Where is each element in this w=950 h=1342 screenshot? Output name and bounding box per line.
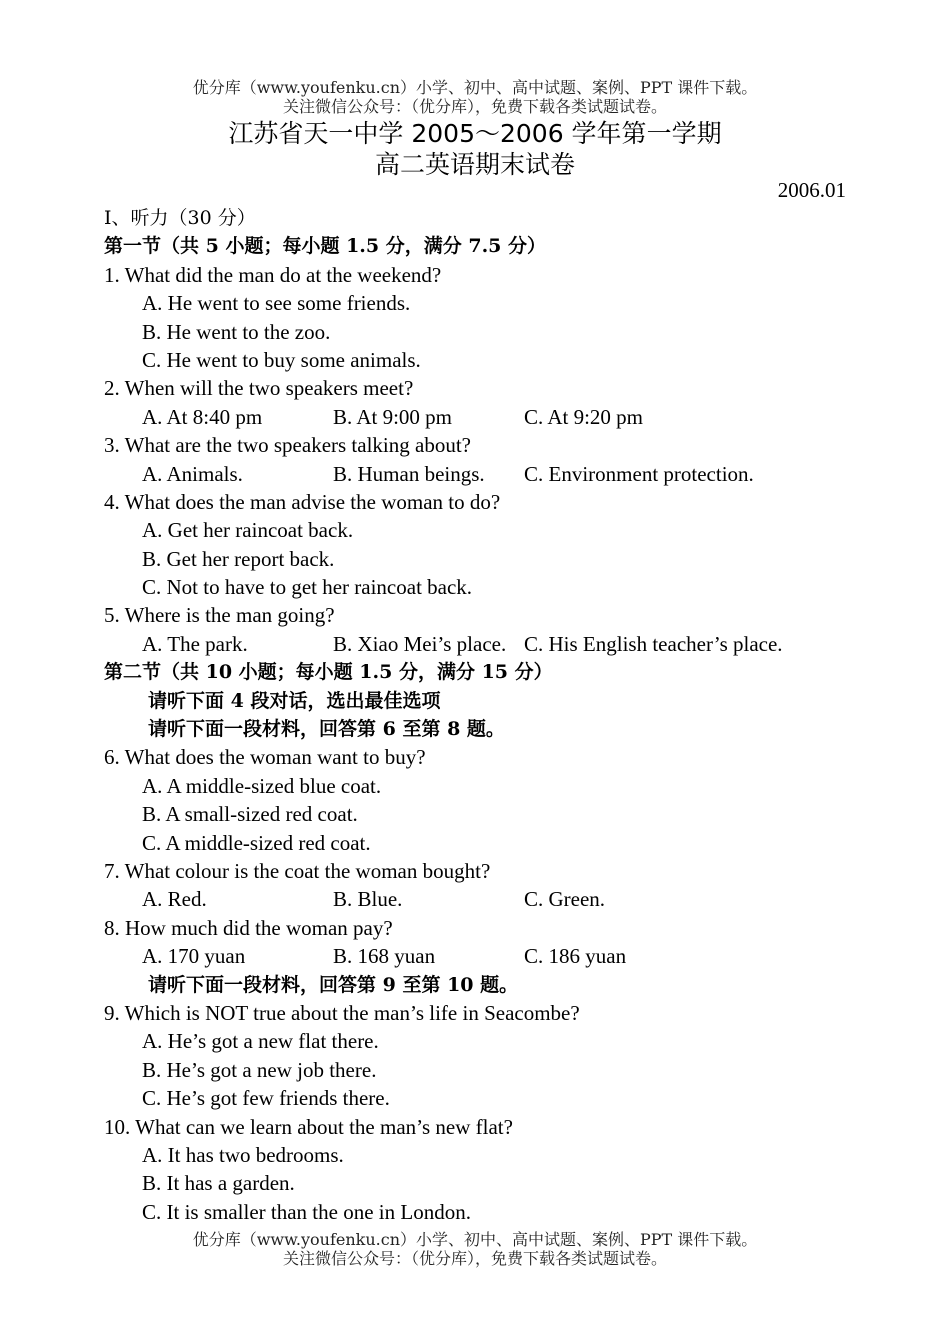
option: A. Red. bbox=[142, 887, 207, 912]
option: A. Animals. bbox=[142, 461, 243, 486]
option: B. It has a garden. bbox=[142, 1171, 295, 1196]
option-row bbox=[104, 942, 864, 970]
option-row bbox=[104, 403, 864, 431]
option: B. Xiao Mei’s place. bbox=[333, 631, 507, 656]
question: 4. What does the man advise the woman to do? bbox=[104, 489, 501, 514]
option: C. It is smaller than the one in London. bbox=[142, 1199, 471, 1224]
question: 10. What can we learn about the man’s new flat? bbox=[104, 1114, 513, 1139]
footer-banner bbox=[0, 1230, 950, 1268]
option: C. Not to have to get her raincoat back. bbox=[142, 575, 473, 600]
option: C. He went to buy some animals. bbox=[142, 347, 421, 372]
option: C. At 9:20 pm bbox=[524, 404, 644, 429]
banner-line-2: 关注微信公众号：（优分库），免费下载各类试题试卷。 bbox=[282, 1249, 667, 1268]
question: 8. How much did the woman pay? bbox=[104, 915, 393, 940]
option: C. A middle-sized red coat. bbox=[142, 830, 371, 855]
option: B. A small-sized red coat. bbox=[142, 802, 358, 827]
header-banner bbox=[0, 78, 950, 116]
option-row bbox=[104, 460, 864, 488]
exam-title: 江苏省天一中学 2005～2006 学年第一学期 bbox=[228, 119, 722, 148]
exam-subtitle: 高二英语期末试卷 bbox=[374, 150, 575, 179]
banner-line-1: 优分库（www.youfenku.cn）小学、初中、高中试题、案例、PPT 课件下载。 bbox=[192, 78, 758, 97]
exam-date: 2006.01 bbox=[777, 178, 846, 202]
option: A. At 8:40 pm bbox=[142, 404, 263, 429]
question: 2. When will the two speakers meet? bbox=[104, 376, 414, 401]
question: 1. What did the man do at the weekend? bbox=[104, 262, 442, 287]
instruction: 请听下面一段材料，回答第 9 至第 10 题。 bbox=[148, 973, 519, 996]
option: C. Green. bbox=[524, 887, 606, 912]
question: 7. What colour is the coat the woman bought? bbox=[104, 858, 491, 883]
instruction: 请听下面 4 段对话，选出最佳选项 bbox=[148, 689, 441, 712]
question: 9. Which is NOT true about the man’s life in Seacombe? bbox=[104, 1000, 580, 1025]
exam-body bbox=[104, 204, 864, 1226]
option: A. He’s got a new flat there. bbox=[142, 1029, 379, 1054]
option: A. A middle-sized blue coat. bbox=[142, 773, 382, 798]
option-row bbox=[104, 630, 864, 658]
option: B. He’s got a new job there. bbox=[142, 1057, 377, 1082]
option: A. It has two bedrooms. bbox=[142, 1142, 344, 1167]
option-row bbox=[104, 885, 864, 913]
part-heading: 第一节（共 5 小题；每小题 1.5 分，满分 7.5 分） bbox=[104, 235, 547, 258]
option: B. 168 yuan bbox=[333, 944, 436, 969]
option: B. He went to the zoo. bbox=[142, 319, 331, 344]
instruction: 请听下面一段材料，回答第 6 至第 8 题。 bbox=[148, 718, 505, 741]
banner-line-1: 优分库（www.youfenku.cn）小学、初中、高中试题、案例、PPT 课件下载。 bbox=[192, 1230, 758, 1249]
question: 6. What does the woman want to buy? bbox=[104, 745, 426, 770]
option: B. Human beings. bbox=[333, 461, 485, 486]
question: 5. Where is the man going? bbox=[104, 603, 335, 628]
option: A. Get her raincoat back. bbox=[142, 518, 354, 543]
banner-line-2: 关注微信公众号：（优分库），免费下载各类试题试卷。 bbox=[282, 97, 667, 116]
option: B. Get her report back. bbox=[142, 546, 335, 571]
option: A. The park. bbox=[142, 631, 248, 656]
question: 3. What are the two speakers talking about? bbox=[104, 433, 471, 458]
part-heading: 第二节（共 10 小题；每小题 1.5 分，满分 15 分） bbox=[104, 661, 553, 684]
option: C. Environment protection. bbox=[524, 461, 754, 486]
option: C. He’s got few friends there. bbox=[142, 1086, 390, 1111]
option: B. At 9:00 pm bbox=[333, 404, 453, 429]
option: A. He went to see some friends. bbox=[142, 291, 411, 316]
section-heading: Ⅰ、听力（30 分） bbox=[104, 207, 256, 229]
option: B. Blue. bbox=[333, 887, 403, 912]
option: C. 186 yuan bbox=[524, 944, 627, 969]
option: C. His English teacher’s place. bbox=[524, 631, 783, 656]
option: A. 170 yuan bbox=[142, 944, 246, 969]
